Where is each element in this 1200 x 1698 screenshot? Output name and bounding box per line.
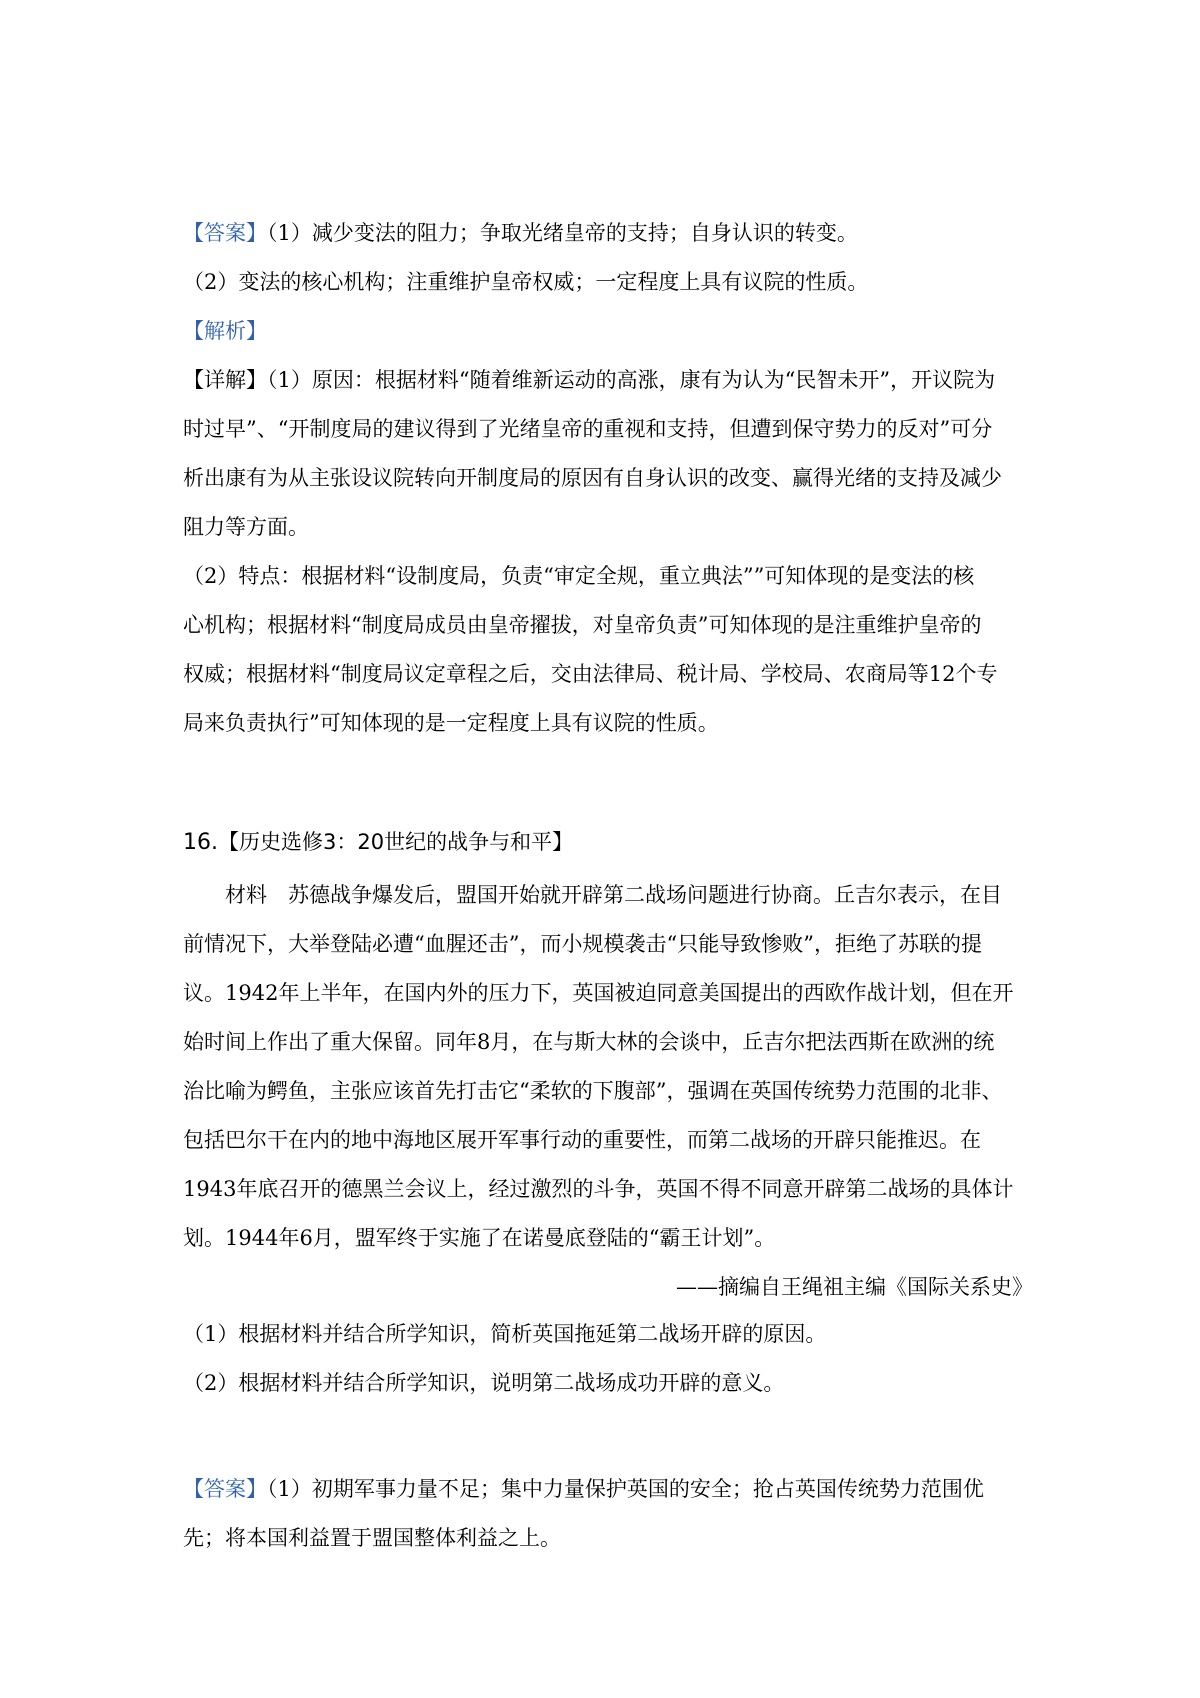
question-1: （1）根据材料并结合所学知识，简析英国拖延第二战场开辟的原因。: [183, 1322, 827, 1346]
material-line-3: 议。1942年上半年，在国内外的压力下，英国被迫同意美国提出的西欧作战计划，但在开: [183, 981, 1014, 1005]
q16-block: [183, 818, 1033, 867]
q16-questions: [183, 1310, 1033, 1408]
q16-answer-block: [183, 1465, 1033, 1563]
analysis-tag: 【解析】: [183, 319, 267, 343]
material-line-4: 始时间上作出了重大保留。同年8月，在与斯大林的会谈中，丘吉尔把法西斯在欧洲的统: [183, 1030, 995, 1054]
question-2: （2）根据材料并结合所学知识，说明第二战场成功开辟的意义。: [183, 1371, 785, 1395]
q16-heading: [183, 818, 1033, 867]
material-line-6: 包括巴尔干在内的地中海地区展开军事行动的重要性，而第二战场的开辟只能推迟。在: [183, 1128, 981, 1152]
analysis-heading: [183, 307, 1033, 356]
detail-line-5: （2）特点：根据材料“设制度局，负责“审定全规，重立典法””可知体现的是变法的核: [183, 564, 975, 588]
detail-line-8: 局来负责执行”可知体现的是一定程度上具有议院的性质。: [183, 711, 719, 735]
q16-answer-line-2: 先；将本国利益置于盟国整体利益之上。: [183, 1526, 561, 1550]
q15-answer-block: [183, 209, 1033, 748]
answer-tag: 【答案】: [183, 221, 267, 245]
detail-line-6: 心机构；根据材料“制度局成员由皇帝擢拔，对皇帝负责”可知体现的是注重维护皇帝的: [183, 613, 982, 637]
material-line-7: 1943年底召开的德黑兰会议上，经过激烈的斗争，英国不得不同意开辟第二战场的具体计: [183, 1177, 1014, 1201]
answer-tag: 【答案】: [183, 1477, 267, 1501]
material-line-2: 前情况下，大举登陆必遭“血腥还击”，而小规模袭击“只能导致惨败”，拒绝了苏联的提: [183, 932, 982, 956]
material-line-5: 治比喻为鳄鱼，主张应该首先打击它“柔软的下腹部”，强调在英国传统势力范围的北非、: [183, 1079, 1003, 1103]
answer-line-2: （2）变法的核心机构；注重维护皇帝权威；一定程度上具有议院的性质。: [183, 270, 869, 294]
material-source: ——摘编自王绳祖主编《国际关系史》: [676, 1275, 1033, 1299]
detail-line-1: 【详解】（1）原因：根据材料“随着维新运动的高涨，康有为认为“民智未开”，开议院为: [183, 368, 996, 392]
q16-answer-line-1: 【答案】（1）初期军事力量不足；集中力量保护英国的安全；抢占英国传统势力范围优: [183, 1477, 984, 1501]
question-title: 【历史选修3：20世纪的战争与和平】: [218, 830, 574, 854]
detail-line-3: 析出康有为从主张设议院转向开制度局的原因有自身认识的改变、赢得光绪的支持及减少: [183, 466, 1002, 490]
detail-line-4: 阻力等方面。: [183, 515, 309, 539]
q16-material: [183, 871, 1033, 1312]
detail-line-7: 权威；根据材料“制度局议定章程之后，交由法律局、税计局、学校局、农商局等12个专: [183, 662, 998, 686]
material-line-8: 划。1944年6月，盟军终于实施了在诺曼底登陆的“霸王计划”。: [183, 1226, 776, 1250]
detail-tag: 【详解】: [183, 368, 267, 392]
detail-line-2: 时过早”、“开制度局的建议得到了光绪皇帝的重视和支持，但遭到保守势力的反对”可分: [183, 417, 993, 441]
question-number: 16.: [183, 830, 218, 855]
answer-line-1: 【答案】（1）减少变法的阻力；争取光绪皇帝的支持；自身认识的转变。: [183, 221, 858, 245]
material-line-1: 材料 苏德战争爆发后，盟国开始就开辟第二战场问题进行协商。丘吉尔表示，在目: [225, 883, 1002, 907]
